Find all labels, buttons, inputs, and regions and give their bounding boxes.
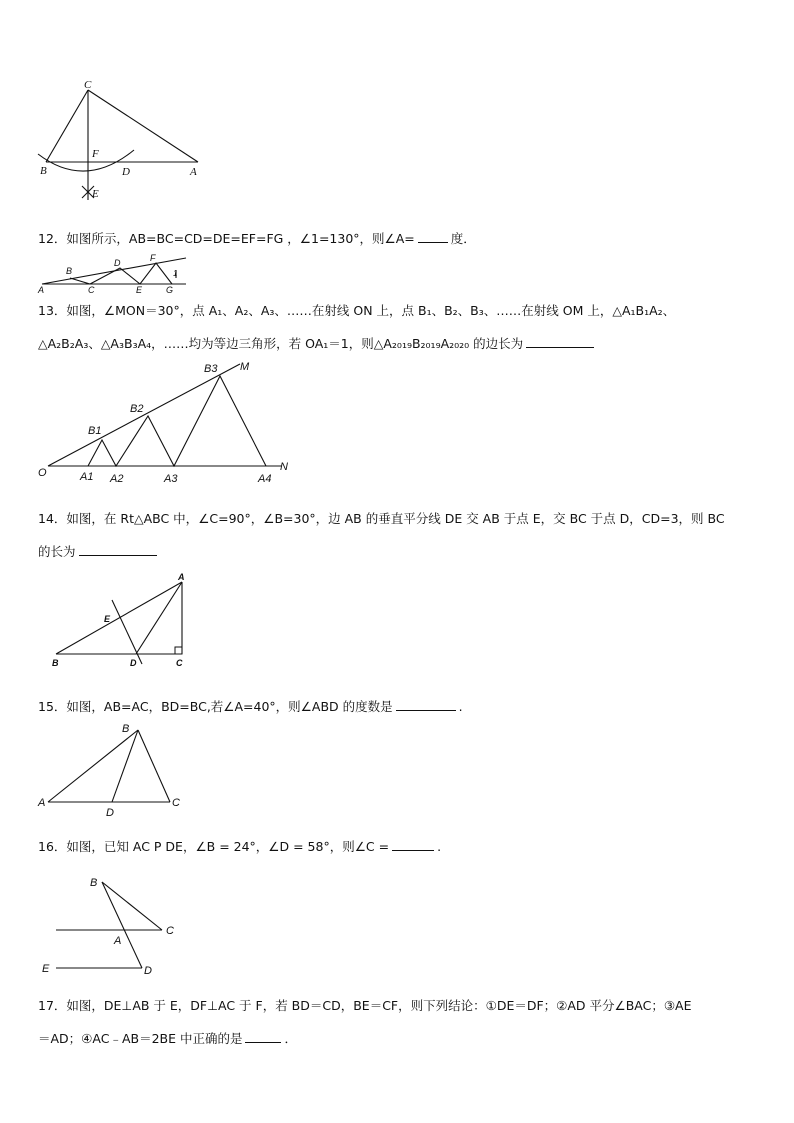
svg-text:D: D: [130, 658, 137, 668]
svg-text:E: E: [42, 963, 50, 975]
figure-q14: [48, 570, 198, 674]
question-13-line2: △A₂B₂A₃、△A₃B₃A₄，……均为等边三角形，若 OA₁＝1，则△A₂₀₁₉B₂₀₁₉A₂₀₂₀ 的边长为: [38, 335, 594, 352]
svg-text:A4: A4: [258, 473, 272, 485]
svg-text:D: D: [106, 807, 114, 819]
svg-text:C: C: [88, 285, 95, 295]
figure-q16: [36, 870, 186, 982]
svg-text:A2: A2: [110, 473, 124, 485]
svg-text:C: C: [166, 925, 174, 937]
question-14-line2: 的长为: [38, 543, 157, 560]
question-17-line2: ＝AD；④AC﹣AB＝2BE 中正确的是 ．: [38, 1031, 297, 1046]
svg-text:D: D: [144, 965, 152, 977]
svg-text:C: C: [176, 658, 183, 668]
question-13-line1: 13．如图，∠MON＝30°，点 A₁、A₂、A₃、……在射线 ON 上，点 B₁、B₂、B₃、……在射线 OM 上，△A₁B₁A₂、: [38, 303, 676, 318]
svg-text:A: A: [114, 935, 122, 947]
svg-text:B: B: [122, 723, 130, 735]
question-16: 16．如图，已知 AC P DE，∠B = 24°，∠D = 58°，则∠C = .: [38, 839, 442, 854]
svg-text:F: F: [150, 253, 156, 263]
svg-text:E: E: [104, 614, 111, 624]
svg-text:G: G: [166, 285, 174, 295]
answer-blank-14[interactable]: [79, 543, 157, 556]
svg-text:1: 1: [173, 269, 178, 278]
figure-q15: [34, 720, 194, 824]
question-14-line1: 14．如图，在 Rt△ABC 中，∠C=90°，∠B=30°，边 AB 的垂直平分线 DE 交 AB 于点 E，交 BC 于点 D，CD=3，则 BC: [38, 511, 725, 526]
label-B: B: [40, 165, 47, 177]
svg-text:B: B: [52, 658, 59, 668]
figure-q13: [34, 358, 304, 488]
svg-text:B2: B2: [130, 403, 144, 415]
label-A: A: [190, 166, 197, 178]
label-C: C: [84, 79, 92, 91]
question-17-line1: 17．如图，DE⊥AB 于 E，DF⊥AC 于 F，若 BD＝CD，BE＝CF，则下列结论：①DE＝DF；②AD 平分∠BAC；③AE: [38, 998, 692, 1013]
svg-text:O: O: [38, 467, 47, 479]
svg-text:D: D: [114, 258, 121, 268]
svg-text:A3: A3: [164, 473, 178, 485]
svg-text:A: A: [38, 285, 45, 295]
svg-text:A: A: [38, 797, 46, 809]
answer-blank-12[interactable]: [418, 230, 448, 243]
label-F: F: [92, 148, 99, 160]
svg-text:M: M: [240, 361, 250, 373]
answer-blank-16[interactable]: [392, 838, 434, 851]
label-E: E: [92, 188, 99, 200]
svg-text:B1: B1: [88, 425, 102, 437]
svg-text:C: C: [172, 797, 180, 809]
svg-text:N: N: [280, 461, 288, 473]
label-D: D: [122, 166, 130, 178]
svg-text:E: E: [136, 285, 143, 295]
question-12: 12．如图所示，AB=BC=CD=DE=EF=FG ，∠1=130°，则∠A= 度．: [38, 231, 476, 246]
svg-text:B3: B3: [204, 363, 218, 375]
figure-q11: [30, 78, 220, 218]
svg-text:A1: A1: [80, 471, 94, 483]
answer-blank-13[interactable]: [526, 335, 594, 348]
figure-q12: [36, 252, 196, 294]
answer-blank-15[interactable]: [396, 698, 456, 711]
svg-text:B: B: [66, 266, 73, 276]
question-15: 15．如图，AB=AC，BD=BC,若∠A=40°，则∠ABD 的度数是 .: [38, 699, 463, 714]
svg-text:B: B: [90, 877, 98, 889]
answer-blank-17[interactable]: [245, 1030, 281, 1043]
svg-text:A: A: [178, 572, 185, 582]
